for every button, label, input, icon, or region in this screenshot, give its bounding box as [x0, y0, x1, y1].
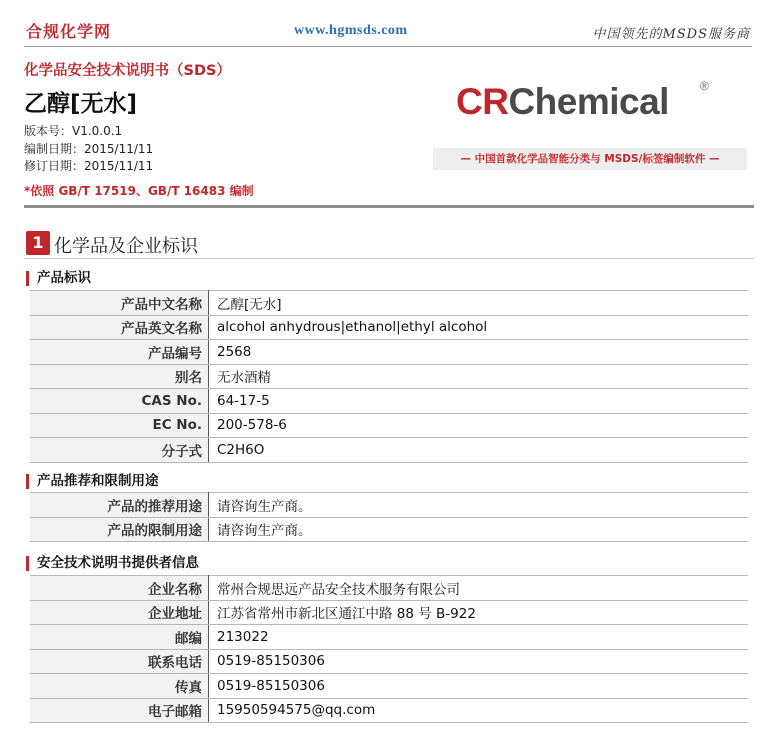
field-value: 常州合规思远产品安全技术服务有限公司	[209, 576, 749, 601]
field-value: 江苏省常州市新北区通江中路 88 号 B-922	[209, 600, 749, 625]
field-value: 213022	[209, 625, 749, 650]
section-title: 化学品及企业标识	[54, 236, 198, 257]
site-brand: 合规化学网	[26, 22, 112, 41]
table-row	[30, 576, 748, 601]
field-label: 分子式	[30, 438, 209, 463]
table-row	[30, 438, 748, 463]
subheading-product-id: 产品标识	[26, 271, 91, 286]
logo-chemical: Chemical	[508, 81, 669, 122]
table-row	[30, 517, 748, 542]
subheading-usage: 产品推荐和限制用途	[26, 474, 159, 489]
section-divider	[24, 258, 754, 259]
table-row	[30, 413, 748, 438]
table-row	[30, 389, 748, 414]
table-row	[30, 493, 748, 518]
field-label: 企业地址	[30, 600, 209, 625]
field-label: 产品英文名称	[30, 315, 209, 340]
field-label: CAS No.	[30, 389, 209, 414]
field-label: 产品编号	[30, 340, 209, 365]
usage-table	[30, 492, 748, 542]
section-number-badge: 1	[26, 231, 50, 255]
table-row	[30, 364, 748, 389]
page-title: 乙醇[无水]	[24, 91, 138, 117]
table-row	[30, 315, 748, 340]
table-row	[30, 291, 748, 316]
supplier-table	[30, 575, 748, 723]
field-value: 乙醇[无水]	[209, 291, 749, 316]
product-id-table	[30, 290, 748, 463]
table-row	[30, 649, 748, 674]
revised-date: 修订日期：2015/11/11	[24, 159, 154, 173]
field-label: 产品的推荐用途	[30, 493, 209, 518]
crchemical-logo	[456, 79, 709, 123]
field-label: 企业名称	[30, 576, 209, 601]
field-value: 无水酒精	[209, 364, 749, 389]
table-row	[30, 698, 748, 723]
page-header	[24, 16, 752, 47]
header-divider	[24, 205, 754, 208]
field-label: 邮编	[30, 625, 209, 650]
field-value: 2568	[209, 340, 749, 365]
site-url[interactable]: www.hgmsds.com	[294, 23, 408, 38]
field-label: 电子邮箱	[30, 698, 209, 723]
table-row	[30, 625, 748, 650]
field-value: 15950594575@qq.com	[209, 698, 749, 723]
site-slogan: 中国领先的MSDS服务商	[592, 27, 750, 42]
field-label: 产品中文名称	[30, 291, 209, 316]
document-type: 化学品安全技术说明书（SDS）	[24, 63, 231, 79]
field-value: 200-578-6	[209, 413, 749, 438]
table-row	[30, 340, 748, 365]
compiled-date: 编制日期：2015/11/11	[24, 142, 154, 156]
field-value: 0519-85150306	[209, 649, 749, 674]
field-value: 64-17-5	[209, 389, 749, 414]
subheading-supplier: 安全技术说明书提供者信息	[26, 556, 199, 571]
standard-basis-note: *依照 GB/T 17519、GB/T 16483 编制	[24, 184, 254, 198]
field-label: 传真	[30, 674, 209, 699]
field-label: EC No.	[30, 413, 209, 438]
field-value: 0519-85150306	[209, 674, 749, 699]
field-label: 联系电话	[30, 649, 209, 674]
field-label: 产品的限制用途	[30, 517, 209, 542]
field-value: C2H6O	[209, 438, 749, 463]
logo-cr: CR	[456, 81, 509, 122]
field-label: 别名	[30, 364, 209, 389]
table-row	[30, 600, 748, 625]
field-value: 请咨询生产商。	[209, 517, 749, 542]
registered-mark: ®	[700, 79, 709, 93]
field-value: alcohol anhydrous|ethanol|ethyl alcohol	[209, 315, 749, 340]
logo-tagline: — 中国首款化学品智能分类与 MSDS/标签编制软件 —	[433, 148, 747, 170]
field-value: 请咨询生产商。	[209, 493, 749, 518]
version-number: 版本号：V1.0.0.1	[24, 124, 123, 138]
table-row	[30, 674, 748, 699]
